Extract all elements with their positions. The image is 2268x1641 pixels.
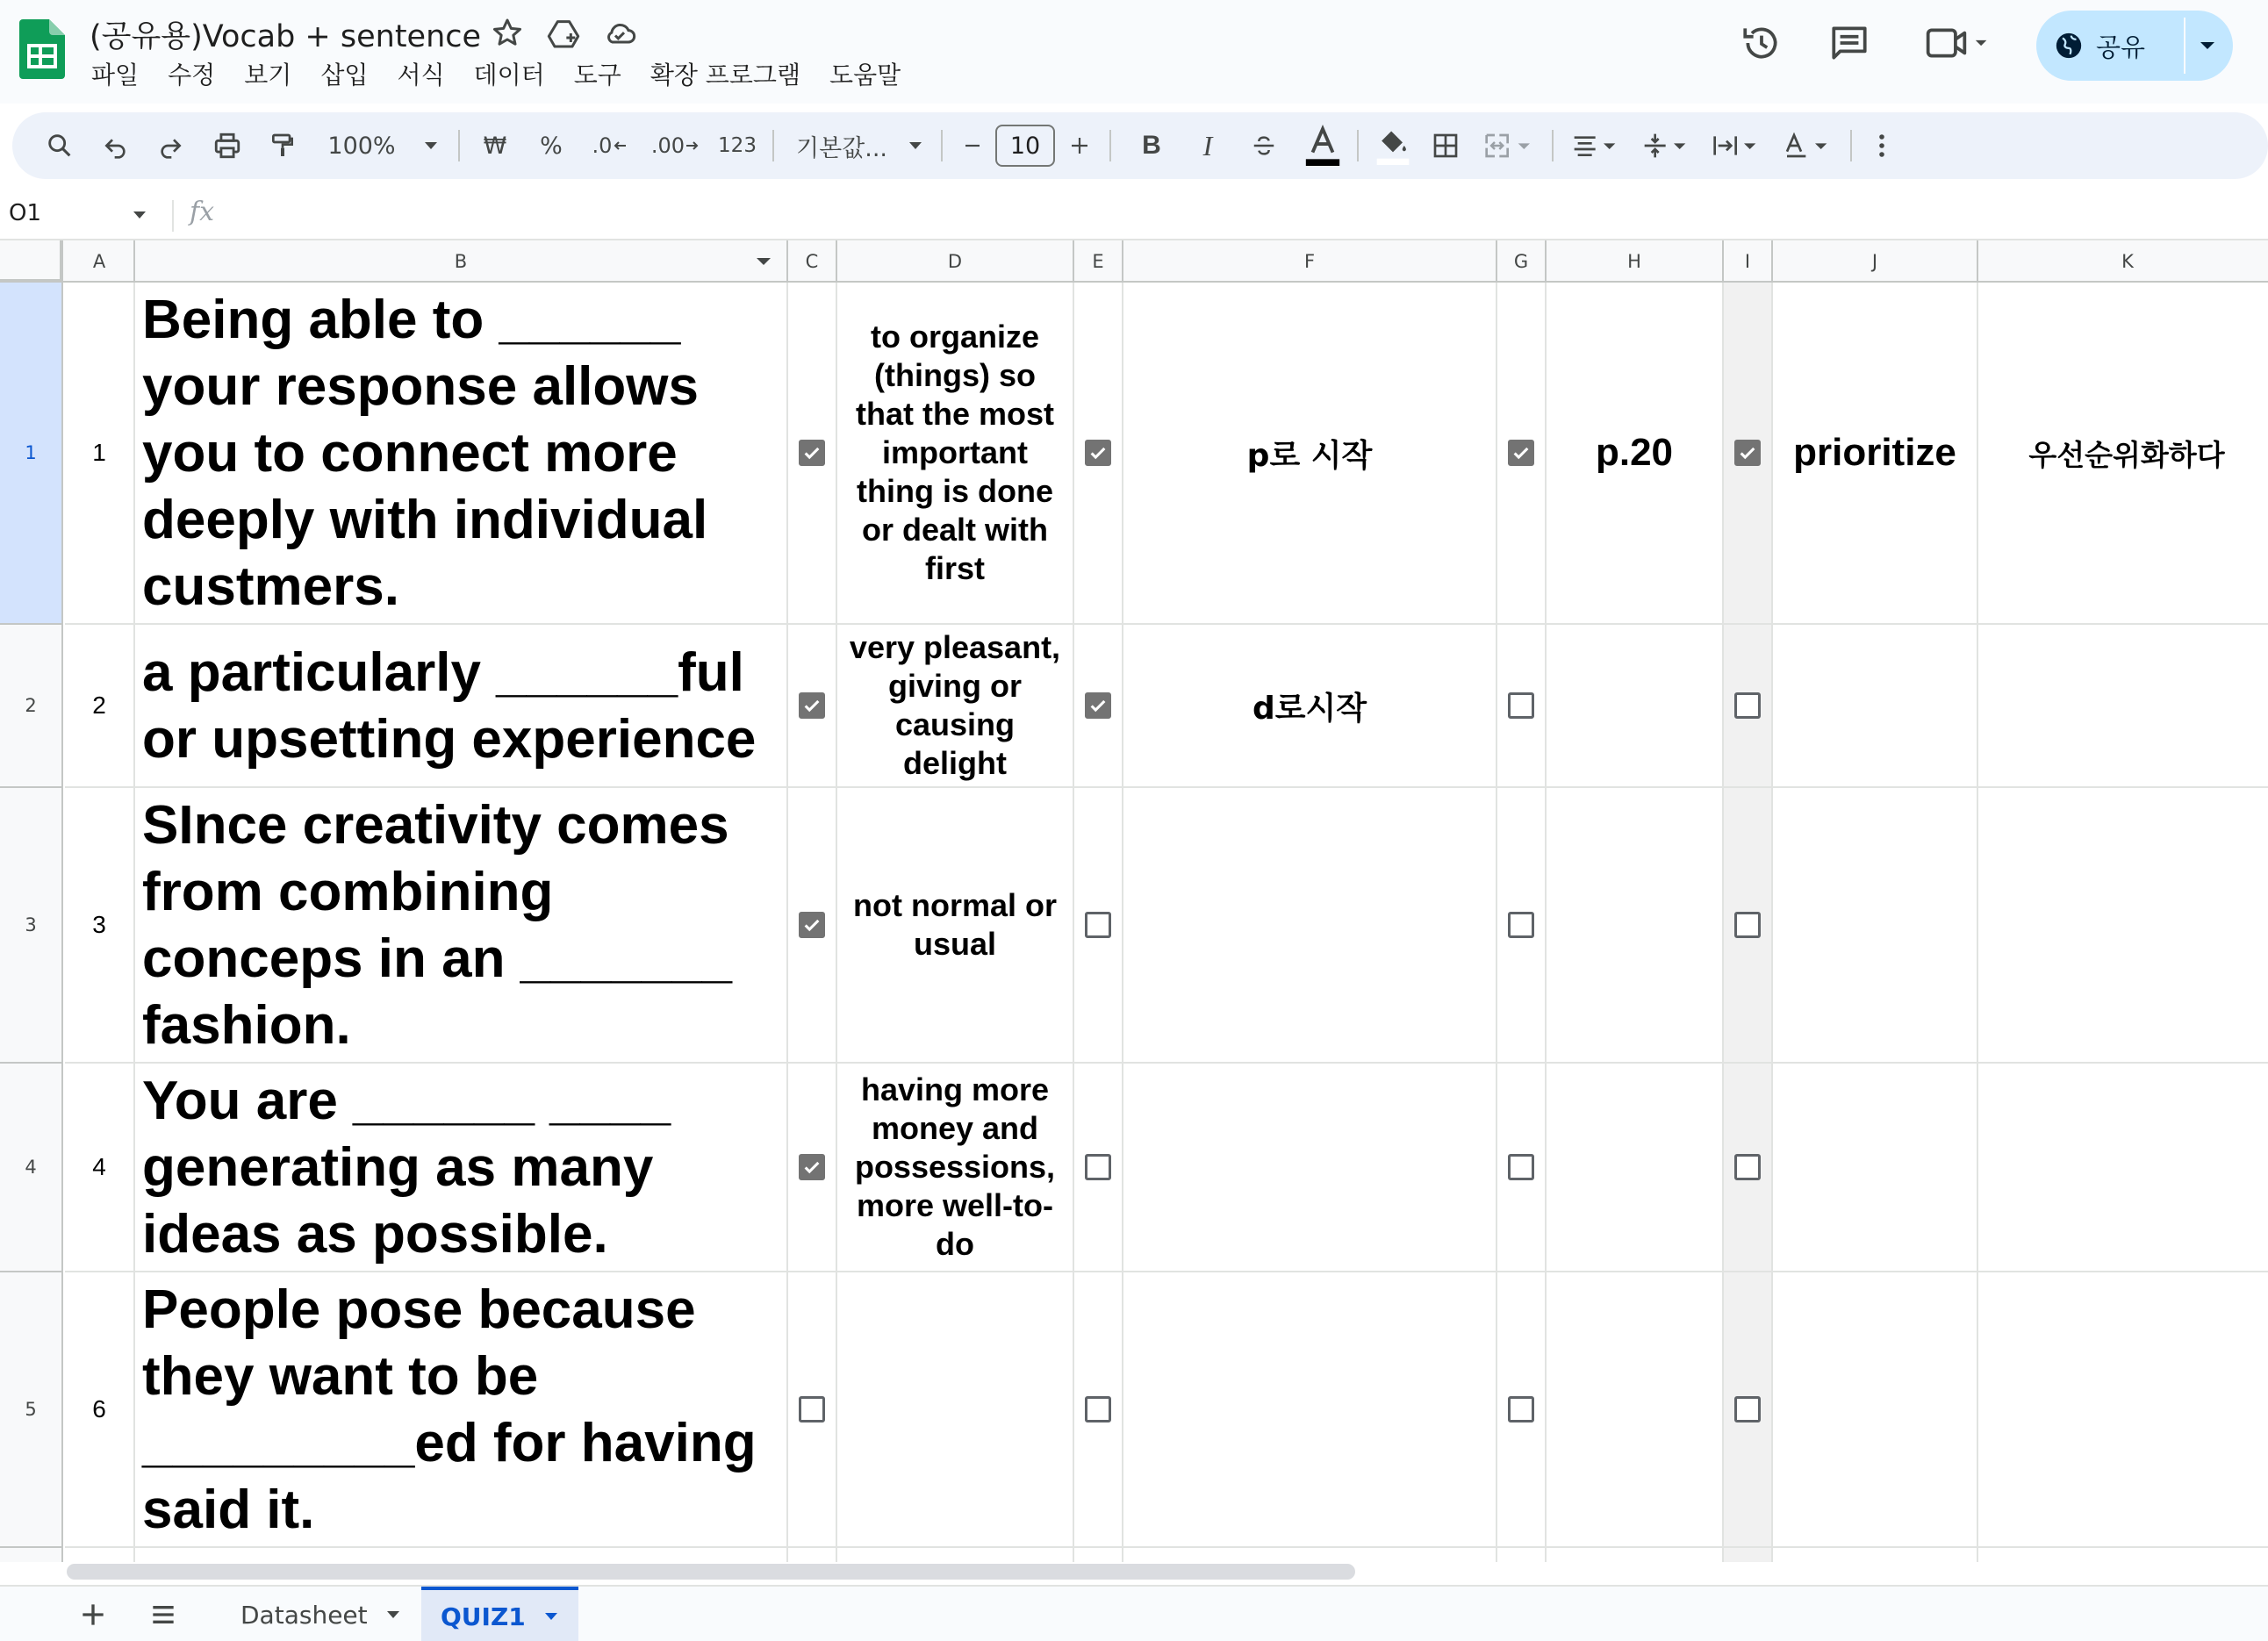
search-icon[interactable] [39,112,81,179]
checkbox-checked[interactable] [799,912,825,938]
valign-icon[interactable] [1636,112,1697,179]
column-header-a[interactable]: A [65,240,135,283]
name-box-dropdown-icon[interactable] [132,207,147,224]
cell-k3[interactable] [1978,788,2268,1064]
sheets-logo-icon[interactable] [19,19,65,79]
globe-icon [2054,31,2084,61]
percent-format-button[interactable]: % [540,132,563,160]
cell-a4[interactable] [65,1064,135,1272]
checkbox-checked[interactable] [1085,692,1111,719]
cell-g5[interactable] [1497,1272,1547,1548]
redo-icon[interactable] [149,112,191,179]
number-text: 2 [92,692,106,719]
cell-f2[interactable] [1123,625,1497,788]
fx-icon: fx [190,197,215,227]
toolbar-separator [1109,130,1111,161]
add-sheet-icon[interactable] [75,1597,111,1632]
cell-i5[interactable] [1724,1272,1773,1548]
cell-f3[interactable] [1123,788,1497,1064]
checkbox-unchecked[interactable] [1734,912,1761,938]
checkbox-unchecked[interactable] [1508,912,1534,938]
font-family-select[interactable]: 기본값... [796,134,887,162]
cell-k2[interactable] [1978,625,2268,788]
number-text: 3 [92,911,106,938]
sentence-text: SInce creativity comes from combining conceps in an _______ fashion. [142,795,733,1056]
cell-d3[interactable] [837,788,1074,1064]
row-header[interactable]: 1 [0,283,63,625]
number-format-button[interactable]: 123 [718,134,757,157]
paint-format-icon[interactable] [262,112,304,179]
text-rotate-icon[interactable] [1776,112,1840,179]
checkbox-unchecked[interactable] [1085,1396,1111,1422]
cell-e2[interactable] [1074,625,1123,788]
cell-a2[interactable] [65,625,135,788]
name-box[interactable]: O1 [9,200,42,226]
column-header-i[interactable]: I [1724,240,1773,283]
cell-i2[interactable] [1724,625,1773,788]
cell-g2[interactable] [1497,625,1547,788]
sheet-tab-datasheet[interactable] [221,1587,420,1641]
checkbox-checked[interactable] [1734,440,1761,466]
share-button[interactable] [2036,11,2233,81]
column-header-d[interactable]: D [837,240,1074,283]
cell-h4[interactable] [1547,1064,1724,1272]
checkbox-unchecked[interactable] [1085,1154,1111,1180]
cell-c2[interactable] [788,625,837,788]
sheet-tab-quiz1[interactable] [421,1587,578,1641]
menu-data[interactable]: 데이터 [473,61,545,90]
hint-text: d로시작 [1252,690,1367,727]
number-text: 1 [92,439,106,466]
hint-text: p로 시작 [1246,437,1373,474]
checkbox-unchecked[interactable] [1508,1396,1534,1422]
cell-h2[interactable] [1547,625,1724,788]
cell-b3[interactable] [135,788,788,1064]
menu-format[interactable]: 서식 [397,61,445,90]
column-header-b-label: B [454,251,468,272]
toolbar-separator [941,130,943,161]
move-to-drive-icon[interactable] [546,16,581,51]
answer-word: prioritize [1793,431,1956,474]
cell-e1[interactable] [1074,283,1123,625]
cell-b2[interactable] [135,625,788,788]
cell-e3[interactable] [1074,788,1123,1064]
cloud-status-icon[interactable] [602,16,637,51]
cell-partial[interactable] [1123,1548,1497,1562]
cell-partial[interactable] [1978,1548,2268,1562]
menu-view[interactable]: 보기 [244,61,292,90]
cell-partial[interactable] [135,1548,788,1562]
cell-d4[interactable] [837,1064,1074,1272]
align-icon[interactable] [1566,112,1627,179]
menu-file[interactable]: 파일 [91,61,140,90]
cell-c3[interactable] [788,788,837,1064]
checkbox-unchecked[interactable] [799,1396,825,1422]
toolbar-separator [772,130,774,161]
checkbox-unchecked[interactable] [1508,692,1534,719]
column-header-c[interactable]: C [788,240,837,283]
column-filter-icon[interactable] [755,256,772,267]
number-text: 6 [92,1395,106,1422]
cell-j5[interactable] [1773,1272,1978,1548]
cell-k5[interactable] [1978,1272,2268,1548]
cell-i3[interactable] [1724,788,1773,1064]
cell-d2[interactable] [837,625,1074,788]
number-text: 4 [92,1153,106,1180]
sentence-text: Being able to ______ your response allows you to connect more deeply with individual custmers. [142,290,708,617]
sheet-tab-label: QUIZ1 [441,1602,526,1631]
comment-icon[interactable] [1827,21,1871,65]
currency-format-button[interactable]: ₩ [483,132,507,160]
cell-partial[interactable] [1074,1548,1123,1562]
increase-decimal-button[interactable] [650,112,702,179]
all-sheets-icon[interactable] [146,1597,181,1632]
merge-cells-icon[interactable] [1478,112,1540,179]
toolbar-separator [458,130,460,161]
cell-h3[interactable] [1547,788,1724,1064]
share-label: 공유 [2096,32,2146,62]
formula-bar-separator [172,200,174,232]
cell-b4[interactable] [135,1064,788,1272]
cell-partial[interactable] [837,1548,1074,1562]
toolbar-separator [1552,130,1554,161]
horizontal-scrollbar[interactable] [67,1564,1355,1580]
definition-text: to organize (things) so that the most important thing is done or dealt with first [855,319,1054,586]
cell-k4[interactable] [1978,1064,2268,1272]
undo-icon[interactable] [95,112,137,179]
cell-a3[interactable] [65,788,135,1064]
toolbar [12,112,2268,179]
row-header[interactable]: 4 [0,1064,63,1272]
print-icon[interactable] [205,112,249,179]
cell-partial[interactable] [65,1548,135,1562]
italic-button[interactable]: I [1202,129,1213,161]
star-icon[interactable] [490,16,525,51]
checkbox-unchecked[interactable] [1508,1154,1534,1180]
more-icon[interactable] [1864,112,1899,179]
zoom-value[interactable]: 100% [327,132,396,160]
column-header-j[interactable]: J [1773,240,1978,283]
sentence-text: a particularly ______ful or upsetting experience [142,642,757,770]
meet-icon[interactable] [1922,21,1992,65]
cell-f4[interactable] [1123,1064,1497,1272]
document-title[interactable]: (공유용)Vocab + sentence [90,19,482,54]
cell-b5[interactable] [135,1272,788,1548]
cell-d5[interactable] [837,1272,1074,1548]
bold-button[interactable]: B [1142,131,1161,160]
menu-insert[interactable]: 삽입 [320,61,369,90]
select-all-corner[interactable] [0,240,63,283]
decrease-decimal-button[interactable] [586,112,634,179]
formula-bar [0,191,2268,240]
borders-icon[interactable] [1425,112,1466,179]
column-header-h[interactable]: H [1547,240,1724,283]
cell-a1[interactable] [65,283,135,625]
cell-k1[interactable] [1978,283,2268,625]
page-text: p.20 [1595,431,1674,474]
cell-f1[interactable] [1123,283,1497,625]
row-header[interactable]: 3 [0,788,63,1064]
cell-i4[interactable] [1724,1064,1773,1272]
cell-g3[interactable] [1497,788,1547,1064]
menu-extensions[interactable]: 확장 프로그램 [650,61,801,90]
column-header-b[interactable] [135,240,788,283]
font-dropdown-icon[interactable] [902,112,929,179]
checkbox-unchecked[interactable] [1085,912,1111,938]
cell-b1[interactable] [135,283,788,625]
cell-e4[interactable] [1074,1064,1123,1272]
history-icon[interactable] [1740,21,1784,65]
menu-help[interactable]: 도움말 [829,61,901,90]
column-header-e[interactable]: E [1074,240,1123,283]
strikethrough-icon[interactable] [1245,112,1283,179]
cell-j4[interactable] [1773,1064,1978,1272]
definition-text: very pleasant, giving or causing delight [849,629,1061,781]
menu-bar [91,56,929,91]
cell-a5[interactable] [65,1272,135,1548]
cell-i1[interactable] [1724,283,1773,625]
checkbox-unchecked[interactable] [1734,1154,1761,1180]
definition-text: not normal or usual [853,887,1057,962]
checkbox-unchecked[interactable] [1734,1396,1761,1422]
cell-partial[interactable] [1773,1548,1978,1562]
korean-meaning: 우선순위화하다 [2028,437,2225,472]
increase-decimal-label: .00 [650,133,685,158]
checkbox-checked[interactable] [1085,440,1111,466]
cell-c5[interactable] [788,1272,837,1548]
cell-g4[interactable] [1497,1064,1547,1272]
definition-text: having more money and possessions, more well-to-do [854,1071,1056,1262]
zoom-dropdown-icon[interactable] [418,112,444,179]
cell-partial[interactable] [1547,1548,1724,1562]
increase-font-size-icon[interactable] [1062,112,1097,179]
cell-partial[interactable] [1497,1548,1547,1562]
text-wrap-icon[interactable] [1706,112,1768,179]
toolbar-separator [1357,130,1359,161]
cell-c1[interactable] [788,283,837,625]
cell-e5[interactable] [1074,1272,1123,1548]
chevron-down-icon[interactable] [543,1611,559,1622]
arrow-left-icon [612,140,628,152]
share-dropdown-icon[interactable] [2198,37,2217,58]
checkbox-checked[interactable] [1508,440,1534,466]
formula-input[interactable] [237,200,2256,232]
font-size-input[interactable]: 10 [995,125,1055,167]
spreadsheet-grid [0,240,2268,1562]
decrease-decimal-label: .0 [592,133,613,158]
cell-j3[interactable] [1773,788,1978,1064]
column-header-f[interactable]: F [1123,240,1497,283]
cell-h5[interactable] [1547,1272,1724,1548]
share-divider [2184,18,2185,74]
cell-d1[interactable] [837,283,1074,625]
cell-g1[interactable] [1497,283,1547,625]
decrease-font-size-icon[interactable] [955,112,990,179]
arrow-right-icon [685,140,700,152]
text-color-icon[interactable] [1301,112,1345,179]
sentence-text: You are ______ ____ generating as many ideas as possible. [142,1071,671,1265]
cell-j1[interactable] [1773,283,1978,625]
sheet-tab-label: Datasheet [240,1600,368,1630]
row-header[interactable]: 2 [0,625,63,788]
column-header-g[interactable]: G [1497,240,1547,283]
cell-partial[interactable] [788,1548,837,1562]
toolbar-separator [1850,130,1852,161]
chevron-down-icon[interactable] [385,1609,401,1620]
cell-partial[interactable] [1724,1548,1773,1562]
row-header[interactable] [0,1548,63,1562]
menu-tools[interactable]: 도구 [573,61,621,90]
fill-color-icon[interactable] [1371,112,1415,179]
cell-h1[interactable] [1547,283,1724,625]
title-bar [0,0,2268,104]
checkbox-checked[interactable] [799,1154,825,1180]
sentence-text: People pose because they want to be _________ed for having said it. [142,1279,757,1540]
cell-f5[interactable] [1123,1272,1497,1548]
checkbox-checked[interactable] [799,440,825,466]
checkbox-unchecked[interactable] [1734,692,1761,719]
checkbox-checked[interactable] [799,692,825,719]
cell-j2[interactable] [1773,625,1978,788]
menu-edit[interactable]: 수정 [168,61,216,90]
cell-c4[interactable] [788,1064,837,1272]
sheet-tabs-bar [0,1585,2268,1641]
column-header-k[interactable]: K [2121,251,2134,272]
row-header[interactable]: 5 [0,1272,63,1548]
